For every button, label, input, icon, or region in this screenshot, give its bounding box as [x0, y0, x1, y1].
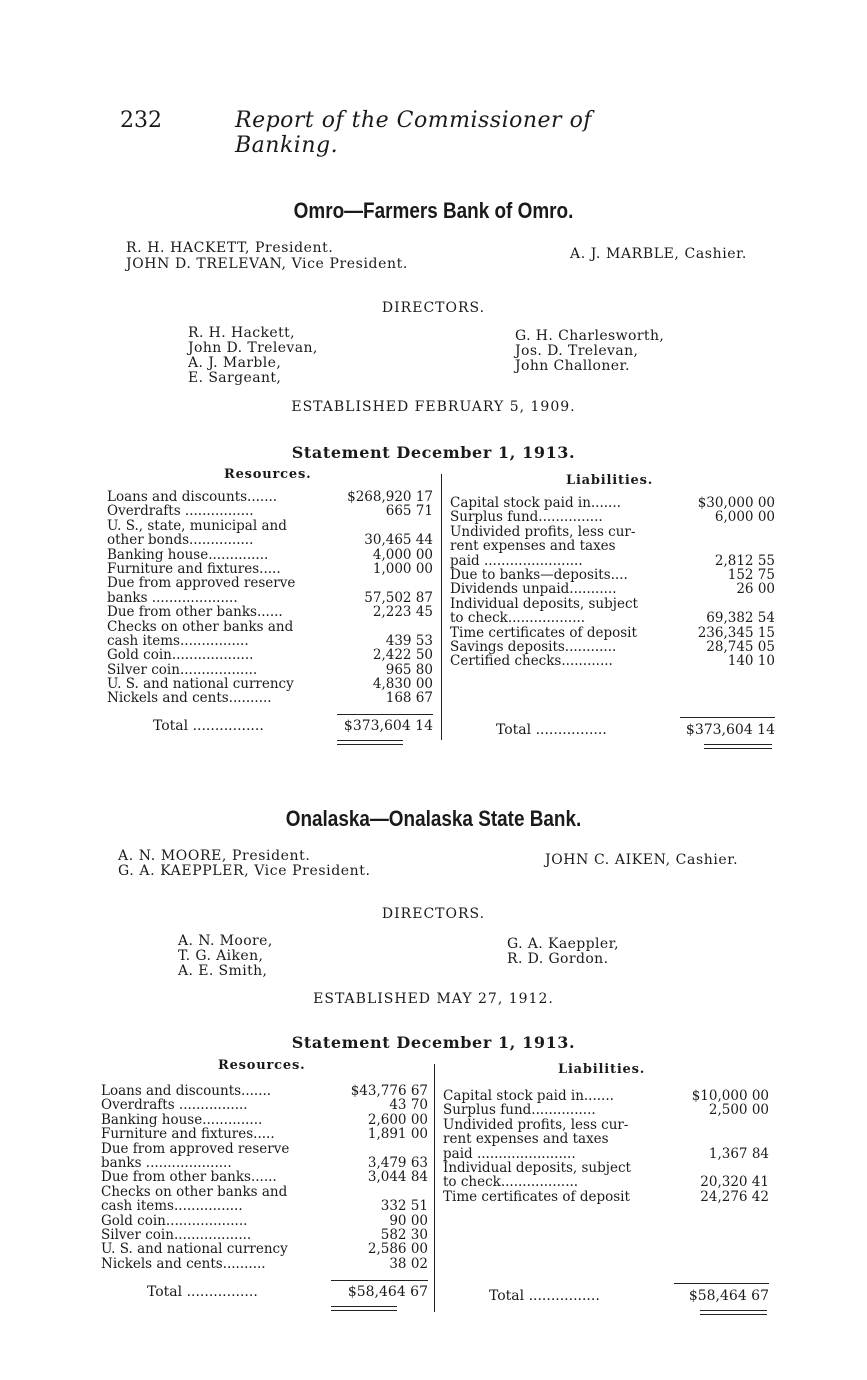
- table-row: Silver coin.................. 965 80: [107, 661, 433, 678]
- table-row: Due from approved reserve: [107, 576, 296, 591]
- director: John D. Trelevan,: [188, 340, 318, 356]
- table-row: to check.................. 69,382 54: [450, 610, 775, 627]
- liabilities-heading: Liabilities.: [558, 1062, 646, 1077]
- vice-president: JOHN D. TRELEVAN, Vice President.: [126, 256, 408, 272]
- table-row: Overdrafts ................ 43 70: [101, 1097, 428, 1114]
- table-row: Savings deposits............ 28,745 05: [450, 638, 775, 655]
- director: R. H. Hackett,: [188, 325, 296, 341]
- director: T. G. Aiken,: [178, 948, 264, 964]
- resources-heading: Resources.: [218, 1058, 306, 1073]
- table-row: Gold coin................... 90 00: [101, 1212, 428, 1229]
- table-row: cash items................ 439 53: [107, 632, 433, 649]
- total-rule: [337, 714, 433, 715]
- table-row: U. S. and national currency 2,586 00: [101, 1241, 428, 1258]
- table-row: Surplus fund............... 6,000 00: [450, 509, 775, 526]
- table-row: Checks on other banks and: [101, 1184, 288, 1200]
- director: A. N. Moore,: [178, 933, 273, 949]
- double-rule: [700, 1310, 767, 1315]
- directors-right: [515, 329, 664, 374]
- table-row: other bonds............... 30,465 44: [107, 532, 433, 549]
- table-row: Furniture and fixtures..... 1,000 00: [107, 560, 433, 577]
- column-divider: [434, 1064, 435, 1312]
- table-row: U. S. and national currency 4,830 00: [107, 676, 433, 693]
- table-row: paid ....................... 2,812 55: [450, 552, 775, 569]
- total-rule: [674, 1283, 769, 1284]
- table-row: Undivided profits, less cur-: [443, 1117, 629, 1133]
- running-title: Report of the Commissioner of Banking.: [235, 108, 592, 158]
- table-row: Due from other banks...... 2,223 45: [107, 604, 433, 621]
- liabilities-table: [443, 1089, 769, 1204]
- table-row: rent expenses and taxes: [443, 1132, 609, 1147]
- table-row: Nickels and cents.......... 168 67: [107, 690, 433, 707]
- table-row: Furniture and fixtures..... 1,891 00: [101, 1126, 428, 1143]
- director: R. D. Gordon.: [507, 951, 609, 967]
- table-row: Loans and discounts....... $43,776 67: [101, 1083, 428, 1099]
- double-rule: [337, 740, 403, 745]
- table-row: Time certificates of deposit 24,276 42: [443, 1188, 769, 1205]
- director: Jos. D. Trelevan,: [515, 343, 639, 359]
- director: John Challoner.: [515, 358, 630, 374]
- table-row: Overdrafts ................ 665 71: [107, 503, 433, 520]
- table-row: Due to banks—deposits.... 152 75: [450, 566, 775, 583]
- column-divider: [441, 474, 442, 740]
- table-row: Time certificates of deposit 236,345 15: [450, 624, 775, 641]
- director: G. A. Kaeppler,: [507, 936, 619, 952]
- statement-title: Statement December 1, 1913.: [291, 443, 576, 462]
- resources-table: [107, 490, 433, 706]
- table-row: paid ....................... 1,367 84: [443, 1145, 769, 1162]
- president: A. N. MOORE, President.: [118, 848, 311, 864]
- page-number: 232: [120, 108, 162, 133]
- table-row: Dividends unpaid........... 26 00: [450, 581, 775, 598]
- table-row: Individual deposits, subject: [450, 596, 638, 612]
- total-rule: [331, 1280, 428, 1281]
- established-date: ESTABLISHED MAY 27, 1912.: [313, 991, 554, 1007]
- report-page: 232 Report of the Commissioner of Banking. Omro—Farmers Bank of Omro. R. H. HACKETT, President. JOHN D. TRELEVAN, Vice President. A. J. MARBLE, Cashier. DIRECTORS. R. H. Hackett, John D. Trelevan, A. J. Marble, E. Sargeant, G. H. Charlesworth, Jos. D. Trelevan, John Challoner. ESTABLISHED FEBRUARY 5, 1909. Statement December 1, 1913. Resources. Liabilities. Loans and discounts....... $268,920 17 Overdrafts ................ 665 71 U. S., state, municipal and other bonds............... 30,465 44 Banking house.............. 4,000 00 Furniture and fixtures..... 1,000 00 Due from approved reserve banks .................... 57,502 87 Due from other banks...... 2,223 45 Checks on other banks and cash items................ 439 53 Gold coin................... 2,422 50 Silver coin.................. 965 80 U. S. and national currency 4,830 00 Nickels and cents.......... 168 67 Total ................ $373,604 14 Capital stock paid in....... $30,000 00 Surplus fund............... 6,000 00 Undivided profits, less cur- rent expenses and taxes paid ....................... 2,812 55 Due to banks—deposits.... 152 75 Dividends unpaid........... 26 00 Individual deposits, subject to check.................. 69,382 54 Time certificates of deposit 236,345 15 Savings deposits............ 28,745 05 Certified checks............ 140 10 Total ................ $373,604 14 Onalaska—Onalaska State Bank. A. N. MOORE, President. G. A. KAEPPLER, Vice President. JOHN C. AIKEN, Cashier. DIRECTORS. A. N. Moore, T. G. Aiken, A. E. Smith, G. A. Kaeppler, R. D. Gordon. ESTABLISHED MAY 27, 1912. Statement December 1, 1913. Resources. Liabilities. Loans and discounts....... $43,776 67 Overdrafts ................ 43 70 Banking house.............. 2,600 00 Furniture and fixtures..... 1,891 00 Due from approved reserve banks .................... 3,479 63 Due from other banks...... 3,044 84 Checks on other banks and cash items................ 332 51 Gold coin................... 90 00 Silver coin.................. 582 30 U. S. and national currency 2,586 00 Nickels and cents.......... 38 02 Total ................ $58,464 67 Capital stock paid in....... $10,000 00 Surplus fund............... 2,500 00 Undivided profits, less cur- rent expenses and taxes paid ....................... 1,367 84 Individual deposits, subject to check.................. 20,320 41 Time certificates of deposit 24,276 42 Total ................ $58,464 67: [0, 0, 867, 1380]
- table-row: Certified checks............ 140 10: [450, 653, 775, 670]
- table-row: Nickels and cents.......... 38 02: [101, 1255, 428, 1272]
- liabilities-heading: Liabilities.: [566, 473, 654, 488]
- double-rule: [331, 1306, 397, 1311]
- table-row: Undivided profits, less cur-: [450, 524, 636, 540]
- directors-left: [188, 326, 318, 386]
- table-row: Due from other banks...... 3,044 84: [101, 1169, 428, 1186]
- table-row: Individual deposits, subject: [443, 1160, 631, 1176]
- directors-heading: DIRECTORS.: [381, 906, 486, 922]
- president: R. H. HACKETT, President.: [126, 240, 334, 256]
- table-row: to check.................. 20,320 41: [443, 1174, 769, 1191]
- table-row: Banking house.............. 4,000 00: [107, 546, 433, 563]
- liabilities-table: [450, 496, 775, 669]
- total-rule: [680, 717, 775, 718]
- established-date: ESTABLISHED FEBRUARY 5, 1909.: [291, 399, 576, 415]
- table-row: cash items................ 332 51: [101, 1198, 428, 1215]
- table-row: Surplus fund............... 2,500 00: [443, 1102, 769, 1119]
- director: G. H. Charlesworth,: [515, 328, 665, 344]
- table-row: Gold coin................... 2,422 50: [107, 647, 433, 664]
- director: E. Sargeant,: [188, 370, 282, 386]
- table-row: Silver coin.................. 582 30: [101, 1226, 428, 1243]
- director: A. J. Marble,: [188, 355, 282, 371]
- cashier: A. J. MARBLE, Cashier.: [570, 246, 747, 262]
- vice-president: G. A. KAEPPLER, Vice President.: [118, 863, 371, 879]
- table-row: banks .................... 3,479 63: [101, 1154, 428, 1171]
- table-row: Loans and discounts....... $268,920 17: [107, 489, 433, 505]
- table-row: Capital stock paid in....... $10,000 00: [443, 1088, 769, 1104]
- resources-table: [101, 1084, 428, 1271]
- table-row: Capital stock paid in....... $30,000 00: [450, 495, 775, 511]
- bank-title: Omro—Farmers Bank of Omro.: [293, 198, 574, 223]
- table-row: U. S., state, municipal and: [107, 518, 287, 534]
- statement-title: Statement December 1, 1913.: [291, 1033, 576, 1052]
- table-row: rent expenses and taxes: [450, 539, 616, 554]
- bank-title: Onalaska—Onalaska State Bank.: [285, 806, 582, 831]
- director: A. E. Smith,: [178, 963, 268, 979]
- table-row: banks .................... 57,502 87: [107, 589, 433, 606]
- table-row: Banking house.............. 2,600 00: [101, 1111, 428, 1128]
- table-row: Checks on other banks and: [107, 619, 294, 634]
- directors-left: [178, 934, 273, 979]
- double-rule: [704, 744, 772, 749]
- directors-right: [507, 937, 619, 967]
- resources-heading: Resources.: [224, 467, 312, 482]
- cashier: JOHN C. AIKEN, Cashier.: [545, 852, 739, 868]
- directors-heading: DIRECTORS.: [381, 300, 486, 316]
- table-row: Due from approved reserve: [101, 1141, 290, 1156]
